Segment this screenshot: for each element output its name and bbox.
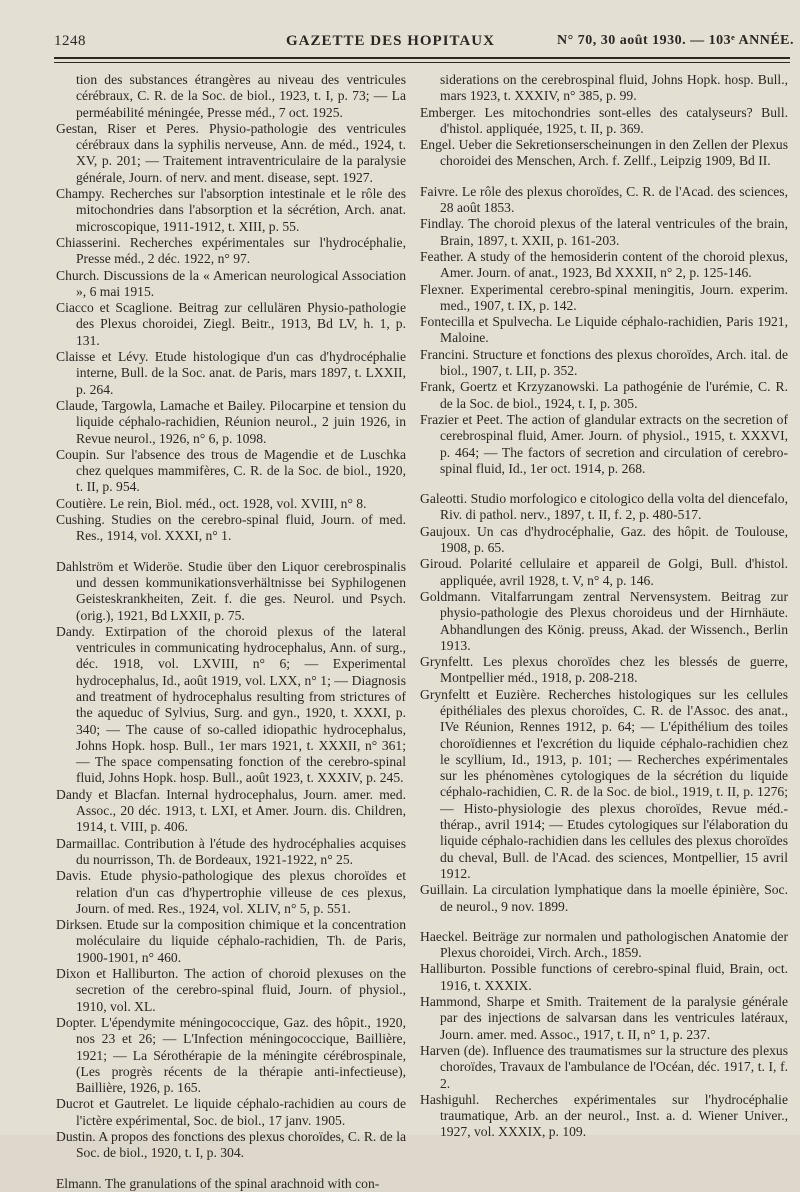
reference-entry: Ciacco et Scaglione. Beitrag zur cellulären Physio-pathologie des Plexus choroidei, Ziegl. Beitr., 1913, Bd LV, h. 1, p. 131. [56, 300, 406, 348]
reference-entry: siderations on the cerebrospinal fluid, Johns Hopk. hosp. Bull., mars 1923, t. XXXIV, n° 385, p. 99. [440, 72, 788, 104]
reference-entry: Dopter. L'épendymite méningococcique, Gaz. des hôpit., 1920, nos 23 et 26; — L'Infection méningococcique, Baillière, 1921; — La Sérothérapie de la méningite cérébrospinale, (Les progrès récents de la thérapie anti-infectieuse), Baillière, 1926, p. 165. [56, 1014, 406, 1096]
header-rule-thick [54, 57, 790, 59]
reference-entry: Engel. Ueber die Sekretionserscheinungen in den Zellen der Plexus choroidei des Menschen, Arch. f. Zellf., Leipzig 1909, Bd II. [420, 137, 788, 169]
reference-entry: Dirksen. Etude sur la composition chimique et la concentration moléculaire du liquide céphalo-rachidien, Th. de Paris, 1900-1901, n° 460. [56, 917, 406, 965]
reference-entry: Haeckel. Beiträge zur normalen und pathologischen Anatomie der Plexus choroidei, Virch. Arch., 1859. [420, 928, 788, 961]
reference-entry: Fontecilla et Spulvecha. Le Liquide céphalo-rachidien, Paris 1921, Maloine. [420, 314, 788, 346]
section-gap [420, 477, 788, 491]
reference-entry: Dahlström et Wideröe. Studie über den Liquor cerebrospinalis und dessen kommunikationsverhältnisse bei Syphilogenen Geisteskrankheiten, Zeit. f. die ges. Neurol. und Psych. (orig.), 1921, Bd LXXII, p. 75. [56, 558, 406, 623]
reference-entry: Gestan, Riser et Peres. Physio-pathologie des ventricules cérébraux dans la syphilis nerveuse, Ann. de méd., 1924, t. XV, p. 201; — Traitement intraventriculaire de la paralysie générale, Journ. of nerv. and ment. disease, sept. 1927. [56, 120, 406, 185]
reference-entry: Emberger. Les mitochondries sont-elles des catalyseurs? Bull. d'histol. appliquée, 1925, t. II, p. 369. [420, 104, 788, 136]
reference-entry: Faivre. Le rôle des plexus choroïdes, C. R. de l'Acad. des sciences, 28 août 1853. [420, 183, 788, 216]
reference-entry: Francini. Structure et fonctions des plexus choroïdes, Arch. ital. de biol., 1907, t. LII, p. 352. [420, 346, 788, 379]
reference-entry: Darmaillac. Contribution à l'étude des hydrocéphalies acquises du nourrisson, Th. de Bordeaux, 1921-1922, n° 25. [56, 835, 406, 867]
reference-entry: Feather. A study of the hemosiderin content of the choroid plexus, Amer. Journ. of anat., 1923, Bd XXXII, n° 2, p. 125-146. [420, 248, 788, 281]
reference-entry: Halliburton. Possible functions of cerebro-spinal fluid, Brain, oct. 1916, t. XXXIX. [420, 961, 788, 993]
reference-entry: tion des substances étrangères au niveau des ventricules cérébraux, C. R. de la Soc. de biol., 1923, t. I, p. 73; — La perméabilité méningée, Presse méd., 7 oct. 1925. [76, 72, 406, 120]
header-rule-thin [54, 62, 790, 63]
reference-entry: Dustin. A propos des fonctions des plexus choroïdes, C. R. de la Soc. de biol., 1920, t. I, p. 304. [56, 1129, 406, 1161]
reference-entry: Hammond, Sharpe et Smith. Traitement de la paralysie générale par des injections de salvarsan dans les ventricules latéraux, Journ. amer. med. Assoc., 1917, t. II, n° 1, p. 237. [420, 994, 788, 1042]
reference-entry: Coupin. Sur l'absence des trous de Magendie et de Luschka chez quelques mammifères, C. R. de la Soc. de biol., 1920, t. II, p. 954. [56, 446, 406, 495]
section-gap [56, 1162, 406, 1176]
left-column [56, 72, 406, 1192]
reference-entry: Chiasserini. Recherches expérimentales sur l'hydrocéphalie, Presse méd., 2 déc. 1922, n° 97. [56, 234, 406, 267]
reference-entry: Findlay. The choroid plexus of the lateral ventricules of the brain, Brain, 1897, t. XXII, p. 161-203. [420, 216, 788, 248]
reference-entry: Dandy. Extirpation of the choroid plexus of the lateral ventricules in communicating hydrocephalus, Ann. of surg., déc. 1918, vol. LXVIII, n° 6; — Experimental hydrocephalus, Id., août 1919, vol. LXX, n° 1; — Diagnosis and treatment of hydrocephalus resulting from strictures of the aqueduc of Sylvius, Surg. and gyn., 1920, t. XXXI, p. 340; — The cause of so-called idiopathic hydrocephalus, Johns Hopk. hosp. Bull., 1er mars 1921, t. XXXII, n° 361; — The space compensating fonction of the cerebro-spinal fluid, Johns Hopk. hosp. Bull., août 1923, t. XXXIV, p. 245. [56, 623, 406, 786]
reference-entry: Claude, Targowla, Lamache et Bailey. Pilocarpine et tension du liquide céphalo-rachidien, Réunion neurol., 2 juin 1926, in Revue neurol., 1926, n° 6, p. 1098. [56, 397, 406, 446]
reference-entry: Gaujoux. Un cas d'hydrocéphalie, Gaz. des hôpit. de Toulouse, 1908, p. 65. [420, 523, 788, 556]
reference-entry: Guillain. La circulation lymphatique dans la moelle épinière, Soc. de neurol., 9 nov. 1899. [420, 882, 788, 914]
right-column [420, 72, 788, 1141]
reference-entry: Galeotti. Studio morfologico e citologico della volta del diencefalo, Riv. di pathol. nerv., 1897, t. II, f. 2, p. 480-517. [420, 491, 788, 523]
issue-info: N° 70, 30 août 1930. — 103ᵉ ANNÉE. [556, 33, 794, 48]
reference-entry: Frazier et Peet. The action of glandular extracts on the secretion of cerebrospinal fluid, Amer. Journ. of physiol., 1915, t. XXXVI, p. 464; — The factors of secretion and circulation of cerebro-spinal fluid, Id., 1er oct. 1914, p. 268. [420, 411, 788, 476]
reference-entry: Frank, Goertz et Krzyzanowski. La pathogénie de l'urémie, C. R. de la Soc. de biol., 1924, t. I, p. 305. [420, 379, 788, 411]
reference-entry: Ducrot et Gautrelet. Le liquide céphalo-rachidien au cours de l'ictère expérimental, Soc. de biol., 17 janv. 1905. [56, 1096, 406, 1128]
reference-entry: Church. Discussions de la « American neurological Association », 6 mai 1915. [56, 267, 406, 299]
reference-entry: Dixon et Halliburton. The action of choroid plexuses on the secretion of the cerebro-spinal fluid, Journ. of physiol., 1910, vol. XL. [56, 966, 406, 1014]
section-gap [56, 545, 406, 559]
reference-entry: Hashiguhl. Recherches expérimentales sur l'hydrocéphalie traumatique, Arb. an der neurol., Inst. a. d. Wiener Univer., 1927, vol. XXXIX, p. 109. [420, 1091, 788, 1140]
page-number: 1248 [54, 33, 86, 49]
section-gap [420, 170, 788, 184]
reference-entry: Champy. Recherches sur l'absorption intestinale et le rôle des mitochondries dans l'absorption et la sécrétion, Arch. anat. microscopique, 1911-1912, t. XIII, p. 55. [56, 186, 406, 234]
reference-entry: Giroud. Polarité cellulaire et appareil de Golgi, Bull. d'histol. appliquée, avril 1928, t. V, n° 4, p. 146. [420, 556, 788, 588]
section-gap [420, 915, 788, 929]
reference-entry: Elmann. The granulations of the spinal arachnoid with con- [56, 1175, 380, 1191]
reference-entry: Dandy et Blacfan. Internal hydrocephalus, Journ. amer. med. Assoc., 20 déc. 1913, t. LXI, et Amer. Journ. dis. Children, 1914, t. VIII, p. 406. [56, 786, 406, 835]
reference-entry: Flexner. Experimental cerebro-spinal meningitis, Journ. experim. med., 1907, t. IX, p. 142. [420, 281, 788, 313]
reference-entry: Goldmann. Vitalfarrungam zentral Nervensystem. Beitrag zur physio-pathologie des Plexus choroideus und der Hirnhäute. Abhandlungen des König. preuss, Akad. der Wissench., Berlin 1913. [420, 588, 788, 653]
reference-entry: Cushing. Studies on the cerebro-spinal fluid, Journ. of med. Res., 1914, vol. XXXI, n° 1. [56, 512, 406, 544]
reference-entry: Coutière. Le rein, Biol. méd., oct. 1928, vol. XVIII, n° 8. [56, 495, 367, 511]
reference-entry: Grynfeltt. Les plexus choroïdes chez les blessés de guerre, Montpellier méd., 1918, p. 208-218. [420, 654, 788, 686]
reference-entry: Grynfeltt et Euzière. Recherches histologiques sur les cellules épithéliales des plexus choroïdes, C. R. de l'Assoc. des anat., IVe Réunion, Rennes 1912, p. 64; — L'épithélium des toiles choroïdiennes et l'excrétion du liquide céphalo-rachidien chez le scyllium, Id., 1913, p. 101; — Recherches expérimentales sur les phénomènes cytologiques de la sécrétion du liquide céphalo-rachidien, C. R. de la Soc. de biol., 1919, t. II, p. 1276; — Histo-physiologie des plexus choroïdes, Revue méd.-thérap., avril 1914; — Etudes cytologiques sur l'élaboration du liquide céphalo-rachidien dans les cellules des plexus choroïdes du cheval, Bull. de l'Acad. des sciences, Montpellier, 15 avril 1912. [420, 686, 788, 881]
reference-entry: Harven (de). Influence des traumatismes sur la structure des plexus choroïdes, Travaux de l'ambulance de l'Océan, déc. 1917, t. I, f. 2. [420, 1042, 788, 1091]
reference-entry: Davis. Etude physio-pathologique des plexus choroïdes et relation d'un cas d'hypertrophie villeuse de ces plexus, Journ. of med. Res., 1924, vol. XLIV, n° 5, p. 551. [56, 868, 406, 916]
page-header [54, 31, 794, 55]
journal-title: GAZETTE DES HOPITAUX [286, 33, 495, 49]
reference-entry: Claisse et Lévy. Etude histologique d'un cas d'hydrocéphalie interne, Bull. de la Soc. anat. de Paris, mars 1897, t. LXXII, p. 264. [56, 349, 406, 397]
